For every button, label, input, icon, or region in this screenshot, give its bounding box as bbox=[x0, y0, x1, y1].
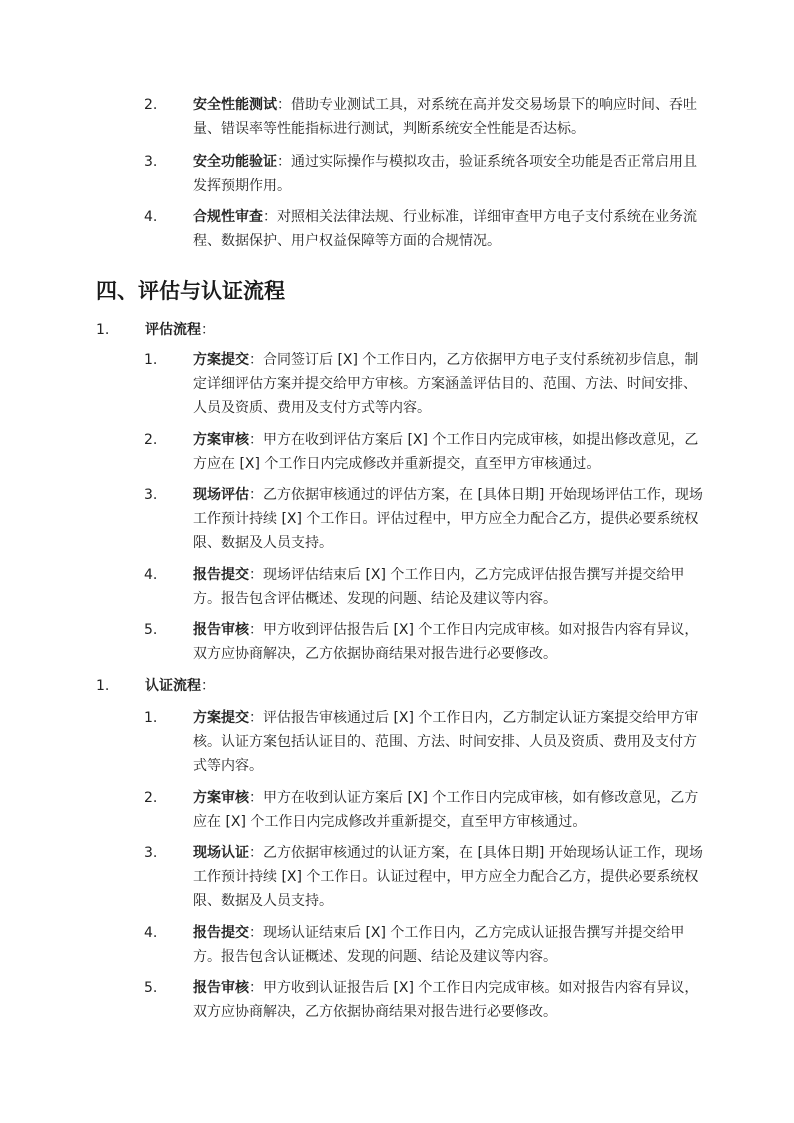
list-sep: ： bbox=[249, 622, 263, 638]
list-text: 乙方依据审核通过的评估方案，在 [具体日期] 开始现场评估工作，现场工作预计持续 [X] 个工作日。评估过程中，甲方应全力配合乙方，提供必要系统权限、数据及人员支持。 bbox=[193, 487, 703, 551]
group-number: 1. bbox=[96, 322, 110, 338]
list-item bbox=[193, 618, 705, 666]
group-title-text: 认证流程 bbox=[145, 678, 201, 694]
list-term: 报告审核 bbox=[193, 622, 249, 638]
list-term: 方案审核 bbox=[193, 432, 249, 448]
list-number: 3. bbox=[144, 154, 158, 170]
group-number: 1. bbox=[96, 678, 110, 694]
list-term: 现场认证 bbox=[193, 845, 249, 861]
list-item bbox=[193, 921, 705, 969]
list-number: 1. bbox=[144, 710, 158, 726]
list-text: 评估报告审核通过后 [X] 个工作日内，乙方制定认证方案提交给甲方审核。认证方案包括认证目的、范围、方法、时间安排、人员及资质、费用及支付方式等内容。 bbox=[193, 710, 699, 774]
list-item bbox=[193, 348, 705, 420]
list-sep: ： bbox=[249, 980, 263, 996]
list-term: 现场评估 bbox=[193, 487, 249, 503]
list-text: 甲方收到认证报告后 [X] 个工作日内完成审核。如对报告内容有异议，双方应协商解决，乙方依据协商结果对报告进行必要修改。 bbox=[193, 980, 699, 1020]
list-sep: ： bbox=[277, 97, 291, 113]
list-text: 借助专业测试工具，对系统在高并发交易场景下的响应时间、吞吐量、错误率等性能指标进行测试，判断系统安全性能是否达标。 bbox=[193, 97, 697, 137]
list-term: 方案审核 bbox=[193, 790, 249, 806]
list-number: 5. bbox=[144, 622, 158, 638]
group-title-text: 评估流程 bbox=[145, 322, 201, 338]
list-sep: ： bbox=[249, 432, 263, 448]
group-sep: ： bbox=[201, 678, 215, 694]
list-term: 合规性审查 bbox=[193, 209, 263, 225]
list-text: 现场认证结束后 [X] 个工作日内，乙方完成认证报告撰写并提交给甲方。报告包含认证概述、发现的问题、结论及建议等内容。 bbox=[193, 925, 685, 965]
section-heading: 四、评估与认证流程 bbox=[96, 279, 285, 303]
list-item bbox=[193, 786, 705, 834]
list-number: 2. bbox=[144, 790, 158, 806]
list-term: 报告提交 bbox=[193, 925, 249, 941]
list-item bbox=[193, 483, 705, 555]
list-number: 4. bbox=[144, 925, 158, 941]
list-number: 2. bbox=[144, 97, 158, 113]
list-sep: ： bbox=[263, 209, 277, 225]
list-number: 3. bbox=[144, 845, 158, 861]
list-text: 现场评估结束后 [X] 个工作日内，乙方完成评估报告撰写并提交给甲方。报告包含评估概述、发现的问题、结论及建议等内容。 bbox=[193, 567, 685, 607]
list-item bbox=[193, 428, 705, 476]
list-sep: ： bbox=[249, 790, 263, 806]
list-sep: ： bbox=[249, 567, 263, 583]
list-number: 4. bbox=[144, 209, 158, 225]
list-number: 2. bbox=[144, 432, 158, 448]
list-term: 安全性能测试 bbox=[193, 97, 277, 113]
group-title bbox=[145, 318, 705, 342]
list-sep: ： bbox=[249, 710, 263, 726]
list-item bbox=[193, 93, 705, 141]
list-item bbox=[193, 150, 705, 198]
list-term: 方案提交 bbox=[193, 352, 249, 368]
list-sep: ： bbox=[249, 352, 263, 368]
list-number: 3. bbox=[144, 487, 158, 503]
list-term: 报告审核 bbox=[193, 980, 249, 996]
group-title bbox=[145, 674, 705, 698]
list-text: 甲方在收到评估方案后 [X] 个工作日内完成审核，如提出修改意见，乙方应在 [X] 个工作日内完成修改并重新提交，直至甲方审核通过。 bbox=[193, 432, 699, 472]
list-number: 5. bbox=[144, 980, 158, 996]
list-item bbox=[193, 976, 705, 1024]
list-item bbox=[193, 841, 705, 913]
list-sep: ： bbox=[249, 925, 263, 941]
list-item bbox=[193, 563, 705, 611]
list-item bbox=[193, 706, 705, 778]
list-text: 通过实际操作与模拟攻击，验证系统各项安全功能是否正常启用且发挥预期作用。 bbox=[193, 154, 697, 194]
list-number: 1. bbox=[144, 352, 158, 368]
list-sep: ： bbox=[277, 154, 291, 170]
list-text: 甲方收到评估报告后 [X] 个工作日内完成审核。如对报告内容有异议，双方应协商解决，乙方依据协商结果对报告进行必要修改。 bbox=[193, 622, 699, 662]
group-sep: ： bbox=[201, 322, 215, 338]
list-sep: ： bbox=[249, 845, 263, 861]
list-number: 4. bbox=[144, 567, 158, 583]
list-term: 报告提交 bbox=[193, 567, 249, 583]
list-item bbox=[193, 205, 705, 253]
list-text: 甲方在收到认证方案后 [X] 个工作日内完成审核，如有修改意见，乙方应在 [X] 个工作日内完成修改并重新提交，直至甲方审核通过。 bbox=[193, 790, 699, 830]
list-text: 对照相关法律法规、行业标准，详细审查甲方电子支付系统在业务流程、数据保护、用户权益保障等方面的合规情况。 bbox=[193, 209, 697, 249]
list-text: 合同签订后 [X] 个工作日内，乙方依据甲方电子支付系统初步信息，制定详细评估方案并提交给甲方审核。方案涵盖评估目的、范围、方法、时间安排、人员及资质、费用及支付方式等内容。 bbox=[193, 352, 699, 416]
list-sep: ： bbox=[249, 487, 263, 503]
list-text: 乙方依据审核通过的认证方案，在 [具体日期] 开始现场认证工作，现场工作预计持续 [X] 个工作日。认证过程中，甲方应全力配合乙方，提供必要系统权限、数据及人员支持。 bbox=[193, 845, 703, 909]
list-term: 安全功能验证 bbox=[193, 154, 277, 170]
list-term: 方案提交 bbox=[193, 710, 249, 726]
